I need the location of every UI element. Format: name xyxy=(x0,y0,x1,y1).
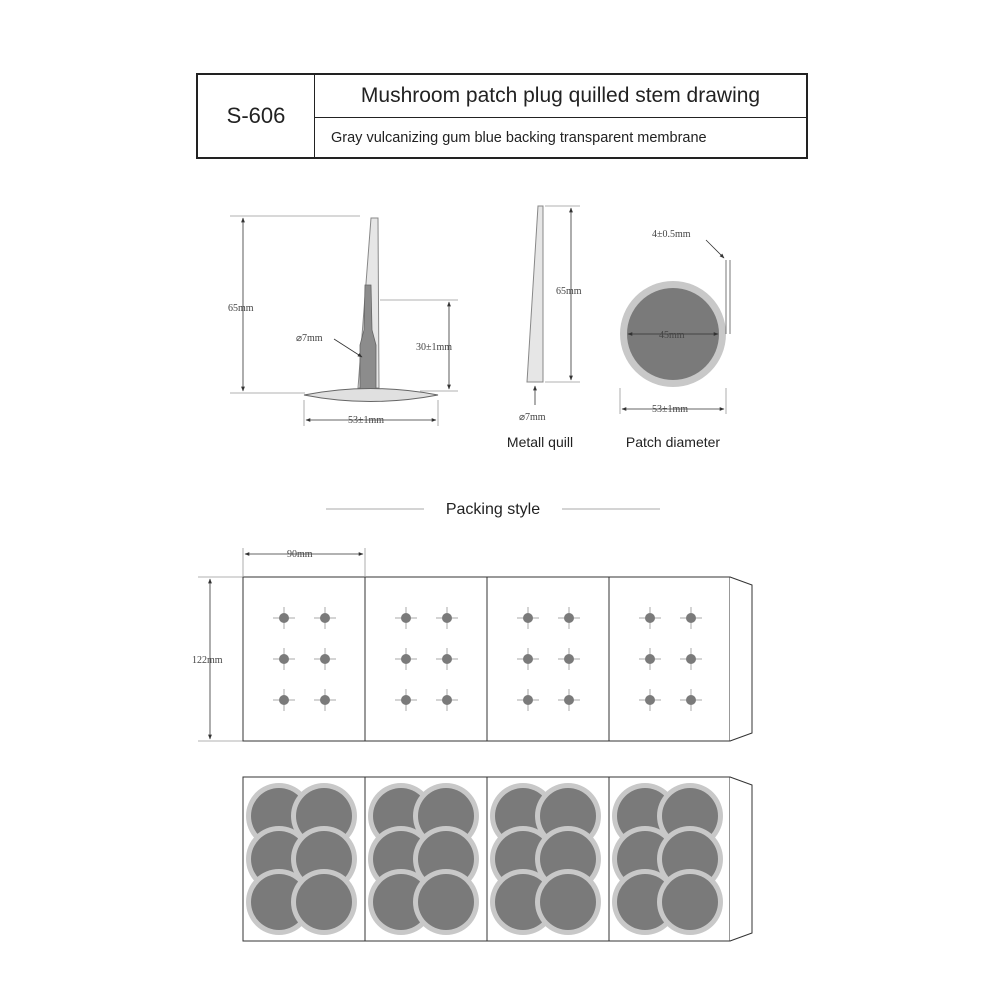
quill-drawing xyxy=(507,206,582,450)
packed-patch xyxy=(413,869,479,935)
product-code: S-606 xyxy=(198,75,315,157)
packing-width-label: 90mm xyxy=(287,549,313,560)
packed-patch xyxy=(657,869,723,935)
metal-quill xyxy=(527,206,543,382)
patch-thickness-label: 4±0.5mm xyxy=(652,229,691,240)
patch-inner-diameter-label: 45mm xyxy=(659,330,685,341)
quill-height-label: 65mm xyxy=(556,286,582,297)
packed-patch xyxy=(291,869,357,935)
plug-drawing xyxy=(228,216,458,426)
drawing-title: Mushroom patch plug quilled stem drawing xyxy=(315,75,806,118)
patch-diameter-drawing xyxy=(620,229,730,450)
plug-base-width-label: 53±1mm xyxy=(348,415,385,426)
plug-base xyxy=(304,389,438,402)
packing-card-back xyxy=(243,577,752,741)
patch-outer-diameter-label: 53±1mm xyxy=(652,404,689,415)
quill-diameter-label: ⌀7mm xyxy=(519,412,546,423)
packing-title-group xyxy=(326,501,660,518)
patch-caption: Patch diameter xyxy=(625,434,721,450)
packing-height-label: 122mm xyxy=(192,655,223,666)
packed-patch xyxy=(535,869,601,935)
plug-stem-height-label: 30±1mm xyxy=(416,342,453,353)
quill-caption: Metall quill xyxy=(506,434,574,450)
packing-card-front xyxy=(243,777,752,941)
drawing-subtitle: Gray vulcanizing gum blue backing transparent membrane xyxy=(331,129,707,146)
plug-stem-diameter-label: ⌀7mm xyxy=(296,333,323,344)
packing-title: Packing style xyxy=(445,501,541,518)
plug-height-label: 65mm xyxy=(228,303,254,314)
